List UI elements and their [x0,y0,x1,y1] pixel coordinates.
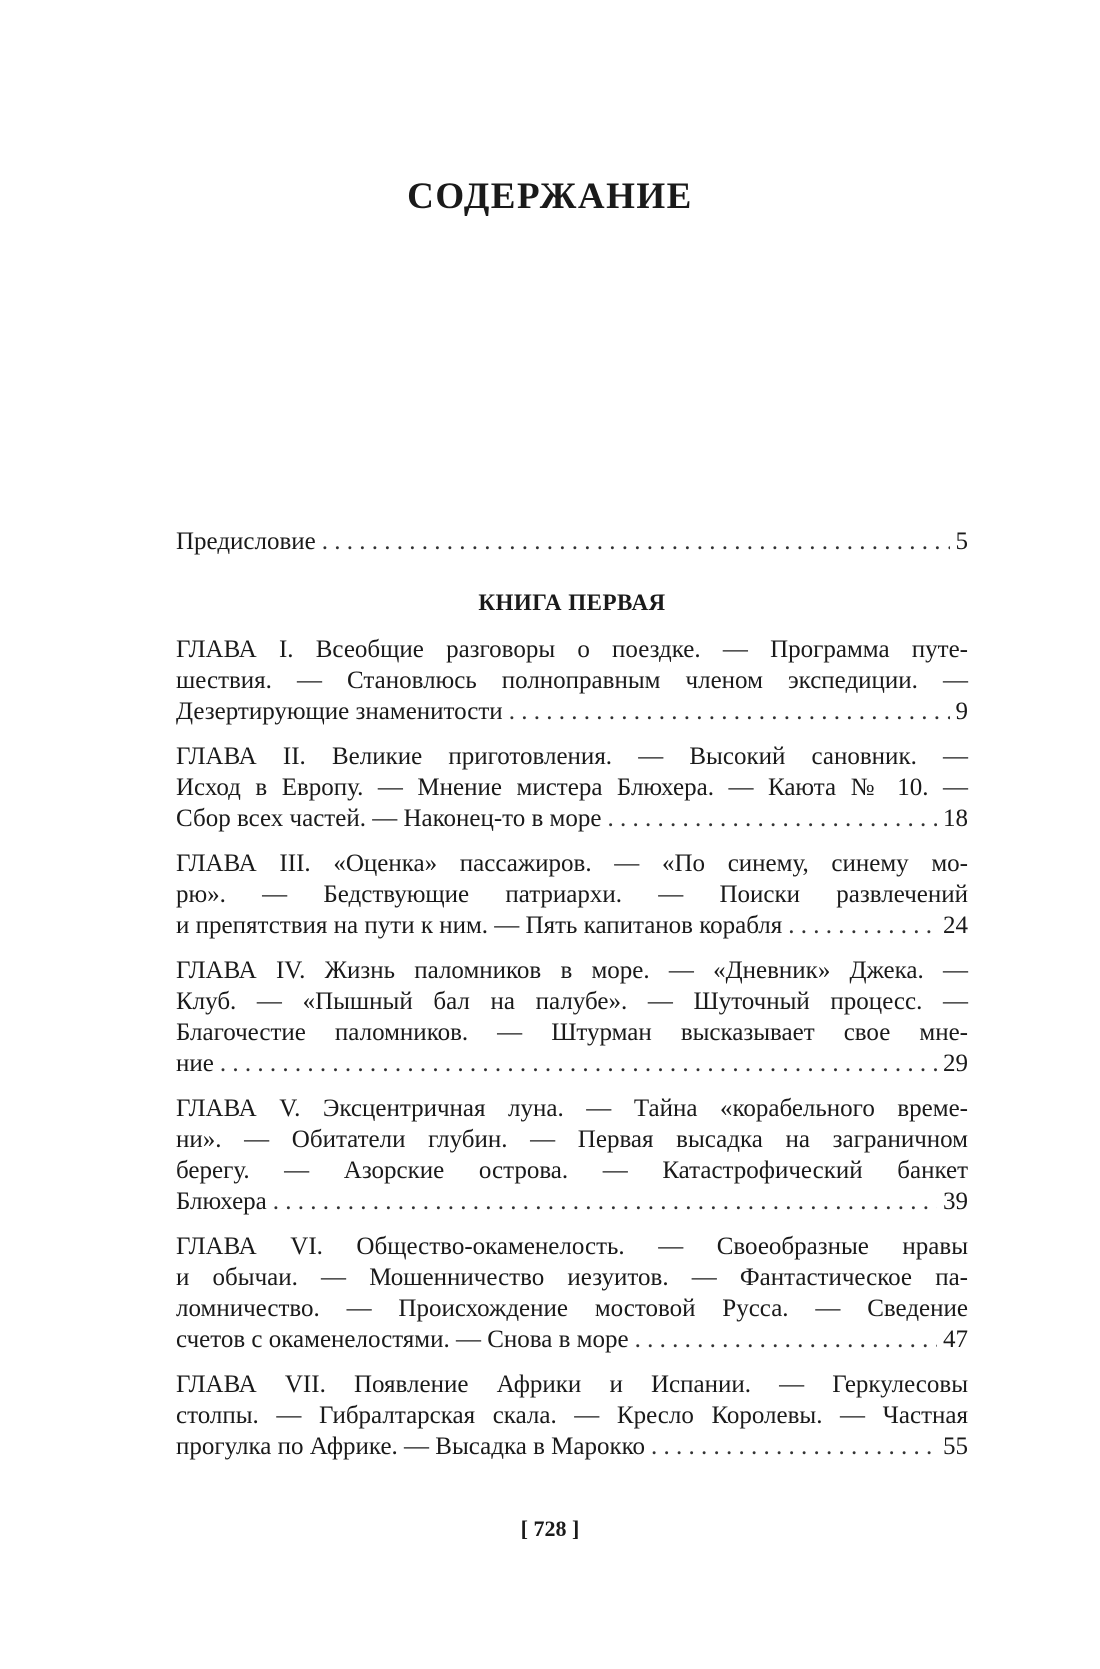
toc-entry-text-line: ломничество. — Происхождение мостовой Русса. — Сведение [176,1295,968,1322]
toc-page-number: 18 [943,805,968,832]
toc-entry-title: счетов с окаменелостями. — Снова в море [176,1326,629,1353]
toc-entry-line [176,1431,968,1462]
toc-entry-chapter[interactable] [176,1093,968,1217]
toc-entry-chapter[interactable] [176,1231,968,1355]
toc-page-number: 29 [943,1050,968,1077]
toc-entry-title: ние [176,1050,214,1077]
toc-entry-text-line: столпы. — Гибралтарская скала. — Кресло Королевы. — Частная [176,1402,968,1429]
toc-entry-text-line: ГЛАВА IV. Жизнь паломников в море. — «Дневник» Джека. — [176,957,968,984]
toc-entry-preface[interactable] [176,526,968,557]
toc-entry-line [176,803,968,834]
toc-entry-line [176,1324,968,1355]
toc-entry-text-line: Клуб. — «Пышный бал на палубе». — Шуточный процесс. — [176,988,968,1015]
toc-page-number: 24 [943,912,968,939]
toc-entry-text-line: ГЛАВА III. «Оценка» пассажиров. — «По синему, синему мо- [176,850,968,877]
toc-entry-text-line: берегу. — Азорские острова. — Катастрофический банкет [176,1157,968,1184]
toc-entry-chapter[interactable] [176,741,968,834]
toc-entry-title: Сбор всех частей. — Наконец-то в море [176,805,602,832]
toc-entry-text-line: Благочестие паломников. — Штурман высказывает свое мне- [176,1019,968,1046]
toc-entry-line [176,696,968,727]
toc-entry-title: Блюхера [176,1188,267,1215]
dot-leader [788,910,937,941]
toc-page-number: 47 [943,1326,968,1353]
dot-leader [635,1324,937,1355]
toc-entry-text-line: шествия. — Становлюсь полноправным членом экспедиции. — [176,667,968,694]
dot-leader [220,1048,937,1079]
chapter-list [176,634,968,1462]
toc-entry-chapter[interactable] [176,848,968,941]
toc-entry-text-line: рю». — Бедствующие патриархи. — Поиски развлечений [176,881,968,908]
page-number-footer: [ 728 ] [520,1516,580,1541]
toc-page-number: 39 [943,1188,968,1215]
toc-page-number: 9 [955,698,968,725]
book-heading: КНИГА ПЕРВАЯ [478,590,666,615]
toc-page-number: 5 [955,528,968,555]
toc-entry-text-line: и обычаи. — Мошенничество иезуитов. — Фантастическое па- [176,1264,968,1291]
toc-entry-chapter[interactable] [176,634,968,727]
toc-entry-chapter[interactable] [176,955,968,1079]
toc-page-number: 55 [943,1433,968,1460]
toc-entry-text-line: ГЛАВА VI. Общество-окаменелость. — Своеобразные нравы [176,1233,968,1260]
toc-entry-text-line: Исход в Европу. — Мнение мистера Блюхера. — Каюта № 10. — [176,774,968,801]
toc-entry-text-line: ГЛАВА II. Великие приготовления. — Высокий сановник. — [176,743,968,770]
toc-entry-text-line: ГЛАВА V. Эксцентричная луна. — Тайна «корабельного време- [176,1095,968,1122]
dot-leader [509,696,950,727]
toc-entry-line [176,526,968,557]
page-title: СОДЕРЖАНИЕ [407,176,693,217]
table-of-contents [176,526,968,1476]
toc-entry-line [176,910,968,941]
toc-entry-text-line: ГЛАВА I. Всеобщие разговоры о поездке. — Программа путе- [176,636,968,663]
dot-leader [273,1186,937,1217]
toc-entry-title: и препятствия на пути к ним. — Пять капитанов корабля [176,912,783,939]
dot-leader [651,1431,937,1462]
dot-leader [322,526,950,557]
toc-entry-text-line: ни». — Обитатели глубин. — Первая высадка на заграничном [176,1126,968,1153]
toc-entry-chapter[interactable] [176,1369,968,1462]
toc-entry-text-line: ГЛАВА VII. Появление Африки и Испании. — Геркулесовы [176,1371,968,1398]
toc-entry-line [176,1186,968,1217]
toc-entry-title: Дезертирующие знаменитости [176,698,503,725]
toc-entry-title: Предисловие [176,528,316,555]
dot-leader [607,803,937,834]
toc-entry-line [176,1048,968,1079]
toc-entry-title: прогулка по Африке. — Высадка в Марокко [176,1433,646,1460]
